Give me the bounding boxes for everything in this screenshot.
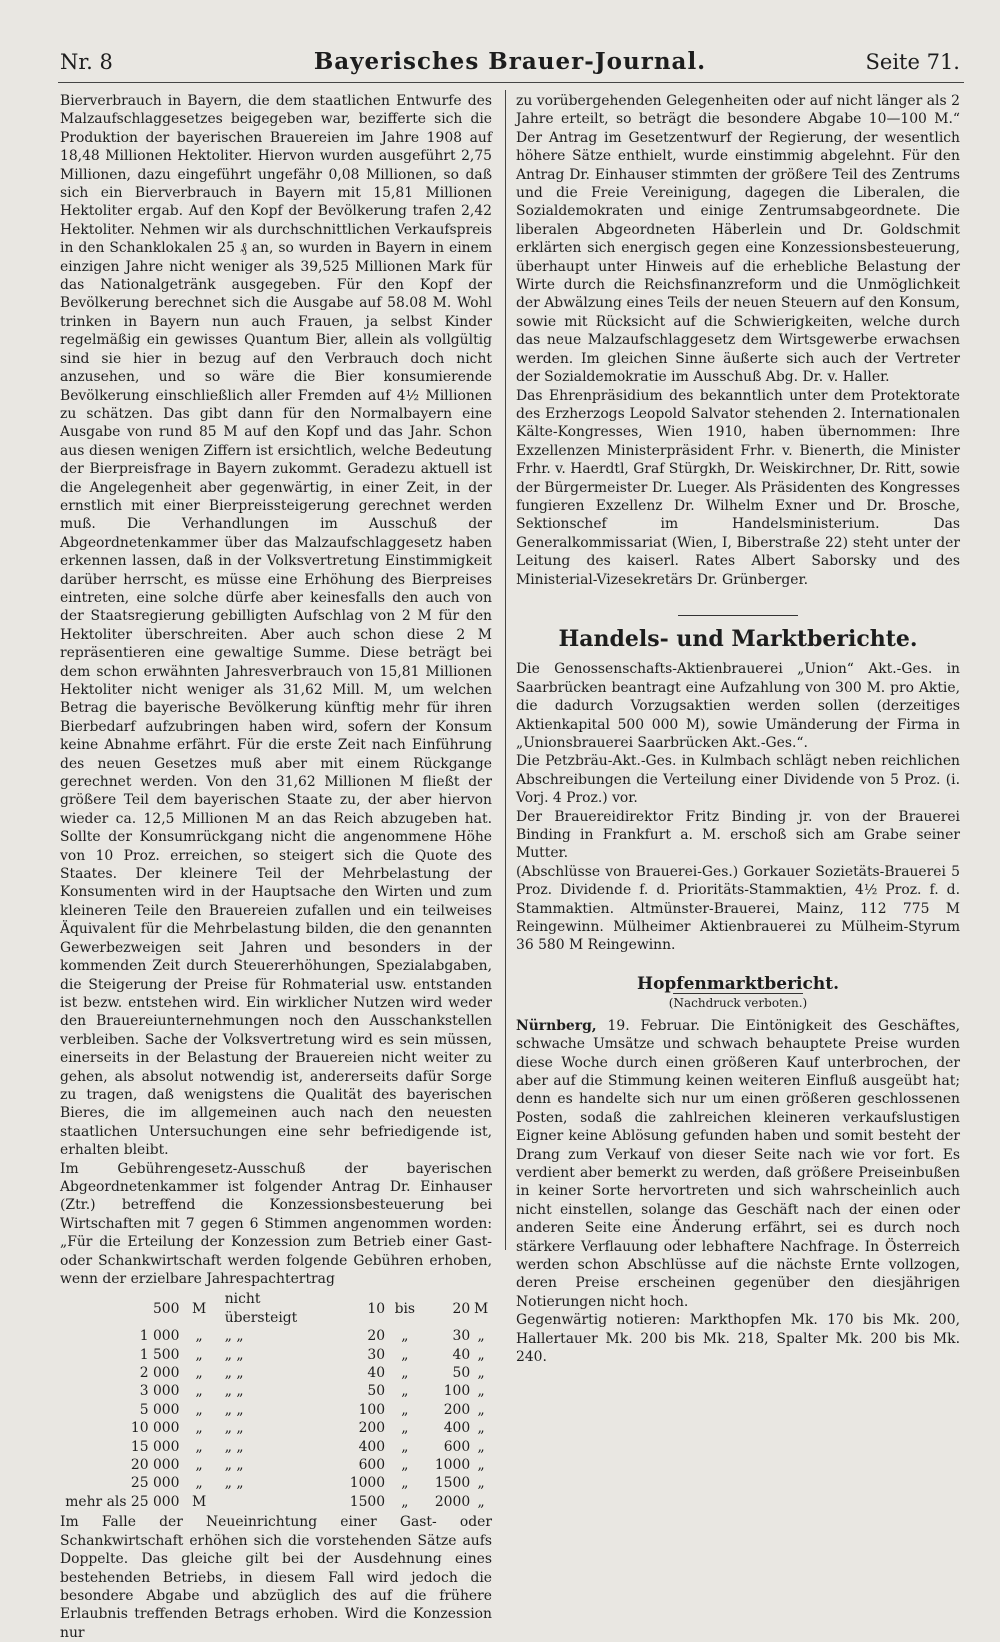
fee-table-row: [60, 1401, 492, 1419]
fee-table-row: [60, 1346, 492, 1364]
fee-table-cell-m: „: [477, 1383, 485, 1400]
fee-table-row: [60, 1474, 492, 1492]
continuation-paragraph: zu vorübergehenden Gelegenheiten oder auf nicht länger als 2 Jahre erteilt, so beträgt die besondere Abgabe 10—100 M.“ Der Antrag im Gesetzentwurf der Regierung, der wesentlich höhere Sätze enthielt, wurde einstimmig abgelehnt. Für den Antrag Dr. Einhauser stimmten der größere Teil des Zentrums und die Freie Vereinigung, dagegen die Liberalen, die Sozialdemokraten und einige Zentrumsabgeordnete. Die liberalen Abgeordneten Häberlein und Dr. Goldschmit erklärten sich energisch gegen eine Konzessionsbesteuerung, überhaupt unter Hinweis auf die erhebliche Belastung der Wirte durch die Reichsfinanzreform und die Unmöglichkeit der Abwälzung eines Teils der neuen Steuern auf den Konsum, sowie mit Rücksicht auf die Schwierigkeiten, welche durch das neue Malzaufschlaggesetz dem Wirtsgewerbe erwachsen werden. Im gleichen Sinne äußerte sich auch der Vertreter der Sozialdemokratie im Ausschuß Abg. Dr. v. Haller.: [516, 93, 960, 386]
fee-table-cell-t: nicht übersteigt: [224, 1291, 298, 1326]
fee-table-cell-bis: bis: [394, 1300, 416, 1317]
fee-table-cell-t: „ „: [224, 1346, 244, 1363]
market-item-petzbraeu: Die Petzbräu-Akt.-Ges. in Kulmbach schlägt neben reichlichen Abschreibungen die Verteilung einer Dividende von 5 Proz. (i. Vorj. 4 Proz.) vor.: [516, 753, 960, 807]
fee-table-cell-b: 20: [367, 1328, 386, 1345]
fee-table-cell-a: 15 000: [130, 1438, 180, 1455]
fee-table-cell-c: 400: [443, 1420, 471, 1437]
fee-table-cell-bis: „: [401, 1475, 409, 1492]
section-title: Handels- und Marktberichte.: [558, 625, 918, 652]
hop-prices-paragraph: Gegenwärtig notieren: Markthopfen Mk. 170 bis Mk. 200, Hallertauer Mk. 200 bis Mk. 218, Spalter Mk. 200 bis Mk. 240.: [516, 1312, 960, 1365]
reprint-note: (Nachdruck verboten.): [668, 996, 808, 1011]
hop-report-text: 19. Februar. Die Eintönigkeit des Geschäftes, schwache Umsätze und schwach behauptete Preise wurden diese Woche durch einen größeren Kauf unterbrochen, der aber auf die Stimmung keinen weiteren Einfluß ausgeübt hat; denn es handelte sich nur um einen größeren geschlossenen Posten, sodaß die zahlreichen kleineren verkaufslustigen Eigner keine Ablösung gefunden haben und somit besteht der Drang zum Verkauf von dieser Seite nach wie vor fort. Es verdient aber bemerkt zu werden, daß größere Preiseinbußen in keiner Sorte hervortreten und sich wahrscheinlich auch nicht einstellen, solange das Geschäft nach der einen oder anderen Seite eine Änderung erfährt, sei es durch noch stärkere Verflauung oder lebhaftere Nachfrage. In Österreich werden schon Abschlüsse auf die nächste Ernte vollzogen, deren Preise erscheinen gegenüber den diesjährigen Notierungen nicht hoch.: [516, 1017, 960, 1310]
fee-table-cell-a: 1 000: [139, 1328, 180, 1345]
refrigeration-congress-paragraph: Das Ehrenpräsidium des bekanntlich unter dem Protektorate des Erzherzogs Leopold Salvator stehenden 2. Internationalen Kälte-Kongresses, Wien 1910, haben übernommen: Ihre Exzellenzen Ministerpräsident Frhr. v. Bienerth, die Minister Frhr. v. Haerdtl, Graf Stürgkh, Dr. Weiskirchner, Dr. Ritt, sowie der Bürgermeister Dr. Lueger. Als Präsidenten des Kongresses fungieren Exzellenz Dr. Wilhelm Exner und Dr. Brosche, Sektionschef im Handelsministerium. Das Generalkommissariat (Wien, I, Biberstraße 22) steht unter der Leitung des kaiserl. Rates Albert Saborsky und des Ministerial-Vizesekretärs Dr. Grünberger.: [516, 387, 960, 588]
fee-table-cell-u: „: [195, 1383, 203, 1400]
hop-report-place: Nürnberg,: [516, 1017, 597, 1034]
fee-table-row: [60, 1419, 492, 1437]
fee-table-cell-u: M: [191, 1300, 207, 1317]
fee-table-cell-m: „: [477, 1457, 485, 1474]
market-item-abschluesse: (Abschlüsse von Brauerei-Ges.) Gorkauer Sozietäts-Brauerei 5 Proz. Dividende f. d. Prioritäts-Stammaktien, 4½ Proz. f. d. Stammaktien. Altmünster-Brauerei, Mainz, 112 775 M Reingewinn. Mülheimer Aktienbrauerei zu Mülheim-Styrum 36 580 M Reingewinn.: [516, 863, 960, 954]
fee-table-cell-c: 20: [452, 1300, 471, 1317]
fee-table-cell-t: „ „: [224, 1438, 244, 1455]
fee-table-cell-a: 500: [152, 1300, 180, 1317]
fee-table-cell-c: 1000: [434, 1457, 471, 1474]
fee-table-cell-m: M: [473, 1300, 489, 1317]
fee-table-cell-m: „: [477, 1438, 485, 1455]
fee-table-cell-bis: „: [401, 1365, 409, 1382]
fee-table-cell-u: „: [195, 1438, 203, 1455]
fee-table-cell-c: 600: [443, 1438, 471, 1455]
fee-table-cell-m: „: [477, 1346, 485, 1363]
fee-table-cell-b: 1500: [349, 1493, 386, 1510]
fee-table-cell-a: 10 000: [130, 1420, 180, 1437]
fee-table-cell-t: „ „: [224, 1401, 244, 1418]
fee-table-cell-b: 40: [367, 1365, 386, 1382]
fee-table-cell-a: 2 000: [139, 1365, 180, 1382]
market-item-binding: Der Brauereidirektor Fritz Binding jr. von der Brauerei Binding in Frankfurt a. M. erschoß sich am Grabe seiner Mutter.: [516, 808, 960, 862]
fee-table-cell-t: „ „: [224, 1457, 244, 1474]
fee-table-cell-u: „: [195, 1328, 203, 1345]
fee-table-cell-u: „: [195, 1475, 203, 1492]
beer-consumption-paragraph: Bierverbrauch in Bayern, die dem staatlichen Entwurfe des Malzaufschlaggesetzes beigegeben war, bezifferte sich die Produktion der bayerischen Brauereien im Jahre 1908 auf 18,48 Millionen Hektoliter. Hiervon wurden ausgeführt 2,75 Millionen, dazu eingeführt ungefähr 0,08 Millionen, so daß sich ein Bierverbrauch in Bayern mit 15,81 Millionen Hektoliter ergab. Auf den Kopf der Bevölkerung trafen 2,42 Hektoliter. Nehmen wir als durchschnittlichen Verkaufspreis in den Schanklokalen 25 ₰ an, so wurden in Bayern in einem einzigen Jahre nicht weniger als 39,525 Millionen Mark für das Nationalgetränk ausgegeben. Für den Kopf der Bevölkerung berechnet sich die Ausgabe auf 58.08 M. Wohl trinken in Bayern nun auch Frauen, ja selbst Kinder regelmäßig ein gewisses Quantum Bier, allein als vollgültig sind sie hier in bezug auf den Verbrauch doch nicht anzusehen, und so wäre die Bier konsumierende Bevölkerung einschließlich aller Fremden auf 4½ Millionen zu schätzen. Das gibt dann für den Normalbayern eine Ausgabe von rund 85 M auf den Kopf und das Jahr. Schon aus diesen wenigen Ziffern ist ersichtlich, welche Bedeutung der Bierpreisfrage in Bayern zukommt. Geradezu aktuell ist die Angelegenheit aber gegenwärtig, in einer Zeit, in der ernstlich mit einer Bierpreissteigerung gerechnet werden muß. Die Verhandlungen im Ausschuß der Abgeordnetenkammer über das Malzaufschlaggesetz haben erkennen lassen, daß in der Volksvertretung Einstimmigkeit darüber herrscht, es müsse eine Erhöhung des Bierpreises eintreten, eine solche dürfe aber keinesfalls den auch von der Staatsregierung gebilligten Aufschlag von 2 M für den Hektoliter überschreiten. Aber auch schon diese 2 M repräsentieren eine gewaltige Summe. Diese beträgt bei dem schon erwähnten Jahresverbrauch von 15,81 Millionen Hektoliter nicht weniger als 31,62 Mill. M, um welchen Betrag die bayerische Bevölkerung künftig mehr für ihren Bierbedarf aufzubringen haben wird, sofern der Konsum keine Abnahme erfährt. Für die erste Zeit nach Einführung des neuen Gesetzes muß aber mit einem Rückgange gerechnet werden. Von den 31,62 Millionen M fließt der größere Teil dem bayerischen Staate zu, der aber hiervon wieder ca. 12,5 Millionen M an das Reich abzugeben hat. Sollte der Konsumrückgang nicht die angenommene Höhe von 10 Proz. erreichen, so steigert sich die Quote des Staates. Der kleinere Teil der Mehrbelastung der Konsumenten wird in der Hauptsache den Wirten und zum kleineren Teile den Brauereien zufallen und ein teilweises Äquivalent für die Mehrbelastung bilden, die den genannten Gewerbezweigen seit Jahren und besonders in der kommenden Zeit durch Steuererhöhungen, Spezialabgaben, die Steigerung der Preise für Rohmaterial usw. entstanden ist bezw. entstehen wird. Ein wirklicher Nutzen wird weder den Brauereiunternehmungen noch den Ausschankstellen verbleiben. Sache der Volksvertretung wird es sein müssen, einerseits in der Belastung der Brauereien nicht weiter zu gehen, als absolut notwendig ist, andererseits dafür Sorge zu tragen, daß wenigstens die Qualität des bayerischen Bieres, die im allgemeinen auch nach den neuesten staatlichen Untersuchungen eine sehr befriedigende ist, erhalten bleibt.: [60, 93, 492, 1159]
fee-table-cell-u: „: [195, 1365, 203, 1382]
left-column: [60, 92, 492, 1642]
fee-table-cell-b: 100: [358, 1401, 386, 1418]
fee-table-cell-bis: „: [401, 1420, 409, 1437]
fee-table-cell-b: 50: [367, 1383, 386, 1400]
fee-table-cell-m: „: [477, 1328, 485, 1345]
fee-table-cell-c: 40: [452, 1346, 471, 1363]
issue-number: Nr. 8: [60, 50, 113, 74]
fee-table-cell-c: 100: [443, 1383, 471, 1400]
right-column: [516, 92, 960, 1366]
new-establishment-paragraph: Im Falle der Neueinrichtung einer Gast- oder Schankwirtschaft erhöhen sich die vorstehenden Sätze aufs Doppelte. Das gleiche gilt bei der Ausdehnung eines bestehenden Betriebs, in diesem Fall wird jedoch die besondere Abgabe und abzüglich des auf die frühere Erlaubnis treffenden Betrags erhoben. Wird die Konzession nur: [60, 1514, 492, 1641]
fee-table-cell-u: „: [195, 1457, 203, 1474]
fee-table-cell-bis: „: [401, 1438, 409, 1455]
market-item-union: Die Genossenschafts-Aktienbrauerei „Union“ Akt.-Ges. in Saarbrücken beantragt eine Aufzahlung von 300 M. pro Aktie, die dadurch Vorzugsaktien werden sollen (derzeitiges Aktienkapital 500 000 M), sowie Umänderung der Firma in „Unionsbrauerei Saarbrücken Akt.-Ges.“.: [516, 661, 960, 751]
fee-table-row: [60, 1493, 492, 1511]
header-rule: [58, 82, 964, 83]
journal-title: Bayerisches Brauer-Journal.: [313, 48, 707, 75]
fee-table-cell-c: 50: [452, 1365, 471, 1382]
fee-table-cell-u: „: [195, 1346, 203, 1363]
fee-table-cell-t: „ „: [224, 1365, 244, 1382]
fee-table-cell-m: „: [477, 1420, 485, 1437]
fee-table-cell-a: mehr als 25 000: [65, 1493, 180, 1510]
fee-table-cell-c: 1500: [434, 1475, 471, 1492]
page-number: Seite 71.: [865, 50, 960, 74]
fee-table-row: [60, 1290, 492, 1327]
fee-table: [60, 1290, 492, 1511]
fee-table-cell-c: 200: [443, 1401, 471, 1418]
page-header: [60, 46, 960, 82]
fee-table-cell-m: „: [477, 1493, 485, 1510]
fee-table-row: [60, 1382, 492, 1400]
fee-table-cell-c: 30: [452, 1328, 471, 1345]
fee-table-cell-u: M: [191, 1493, 207, 1510]
fee-table-cell-u: „: [195, 1401, 203, 1418]
fee-table-cell-u: „: [195, 1420, 203, 1437]
fee-table-cell-bis: „: [401, 1401, 409, 1418]
fee-table-cell-a: 20 000: [130, 1457, 180, 1474]
fee-table-cell-t: [219, 1493, 334, 1511]
hop-report-paragraph: [516, 1017, 960, 1312]
fee-table-cell-t: „ „: [224, 1475, 244, 1492]
fee-table-cell-b: 30: [367, 1346, 386, 1363]
fee-table-cell-bis: „: [401, 1346, 409, 1363]
fee-table-cell-b: 200: [358, 1420, 386, 1437]
concession-tax-paragraph: Im Gebührengesetz-Ausschuß der bayerischen Abgeordnetenkammer ist folgender Antrag Dr. Einhauser (Ztr.) betreffend die Konzessionsbesteuerung bei Wirtschaften mit 7 gegen 6 Stimmen angenommen worden: „Für die Erteilung der Konzession zum Betrieb einer Gast- oder Schankwirtschaft werden folgende Gebühren erhoben, wenn der erzielbare Jahrespachtertrag: [60, 1160, 492, 1287]
fee-table-cell-t: „ „: [224, 1420, 244, 1437]
fee-table-row: [60, 1327, 492, 1345]
fee-table-cell-m: „: [477, 1475, 485, 1492]
fee-table-cell-bis: „: [401, 1328, 409, 1345]
fee-table-cell-b: 600: [358, 1457, 386, 1474]
fee-table-cell-a: 3 000: [139, 1383, 180, 1400]
fee-table-cell-t: „ „: [224, 1328, 244, 1345]
fee-table-row: [60, 1438, 492, 1456]
fee-table-cell-t: „ „: [224, 1383, 244, 1400]
fee-table-row: [60, 1364, 492, 1382]
fee-table-cell-a: 5 000: [139, 1401, 180, 1418]
hop-report-title: Hopfenmarktbericht.: [637, 973, 839, 994]
fee-table-cell-b: 1000: [349, 1475, 386, 1492]
fee-table-cell-bis: „: [401, 1383, 409, 1400]
fee-table-cell-bis: „: [401, 1457, 409, 1474]
fee-table-cell-m: „: [477, 1401, 485, 1418]
column-divider: [505, 90, 506, 1250]
fee-table-cell-b: 10: [367, 1300, 386, 1317]
fee-table-cell-c: 2000: [434, 1493, 471, 1510]
fee-table-row: [60, 1456, 492, 1474]
fee-table-cell-b: 400: [358, 1438, 386, 1455]
fee-table-cell-a: 1 500: [139, 1346, 180, 1363]
fee-table-cell-bis: „: [401, 1493, 409, 1510]
fee-table-cell-a: 25 000: [130, 1475, 180, 1492]
fee-table-cell-m: „: [477, 1365, 485, 1382]
section-rule: [678, 615, 798, 616]
